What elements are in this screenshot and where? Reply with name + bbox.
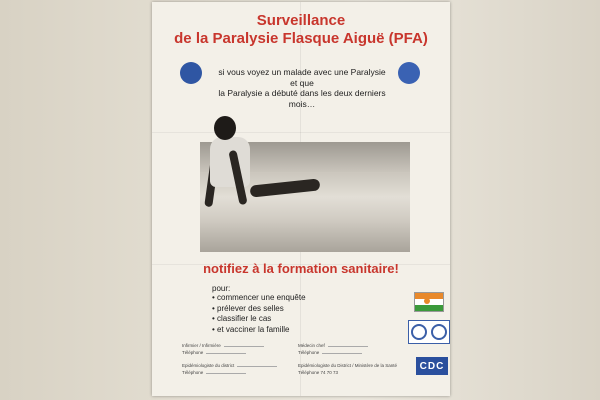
form-label: Téléphone — [298, 350, 320, 355]
form-label: Epidémiologiste du district — [182, 363, 235, 368]
child-head — [214, 116, 236, 140]
intro-line-1: si vous voyez un malade avec une Paralysie — [218, 67, 386, 77]
cdc-logo: CDC — [416, 357, 448, 375]
list-item: • prélever des selles — [212, 304, 306, 315]
intro-line-3: la Paralysie a débuté dans les deux derniers mois… — [218, 88, 386, 109]
form-line — [328, 346, 368, 347]
who-logo-icon — [180, 62, 202, 84]
form-line — [322, 353, 362, 354]
form-field — [182, 349, 277, 356]
action-list — [212, 293, 306, 335]
form-line — [206, 353, 246, 354]
ministry-badge-icon — [408, 320, 450, 344]
flag-emblem — [424, 298, 430, 304]
title-line-1: Surveillance — [256, 12, 346, 29]
form-line — [237, 366, 277, 367]
badge-circle — [431, 324, 447, 340]
form-field — [182, 362, 277, 369]
pour-label: pour: — [212, 284, 231, 293]
form-field — [298, 342, 397, 349]
title-line-2: de la Paralysie Flasque Aiguë (PFA) — [174, 30, 428, 47]
form-field — [182, 369, 277, 376]
form-field — [298, 362, 397, 369]
form-line — [206, 373, 246, 374]
call-to-action: notifiez à la formation sanitaire! — [203, 261, 399, 276]
fold-line — [152, 132, 450, 133]
poster-title — [172, 12, 430, 48]
form-right — [298, 342, 397, 376]
poster — [152, 2, 450, 396]
list-item: • commencer une enquête — [212, 293, 306, 304]
phone-number: 74 70 73 — [320, 370, 339, 375]
unicef-logo-icon — [398, 62, 420, 84]
form-label: Epidémiologiste du District / Ministère de la Santé — [298, 363, 398, 368]
form-line — [224, 346, 264, 347]
badge-circle — [411, 324, 427, 340]
form-field — [182, 342, 277, 349]
form-label: Médecin chef — [298, 343, 325, 348]
form-field — [298, 349, 397, 356]
form-field — [298, 369, 397, 376]
list-item: • classifier le cas — [212, 314, 306, 325]
intro-line-2: et que — [290, 77, 314, 88]
form-label: Infirmier / Infirmière — [182, 343, 221, 348]
form-label: Téléphone — [298, 370, 320, 375]
form-left — [182, 342, 277, 376]
form-label: Téléphone — [182, 370, 204, 375]
list-item: • et vacciner la famille — [212, 325, 306, 336]
form-label: Téléphone — [182, 350, 204, 355]
intro-text — [207, 67, 397, 109]
